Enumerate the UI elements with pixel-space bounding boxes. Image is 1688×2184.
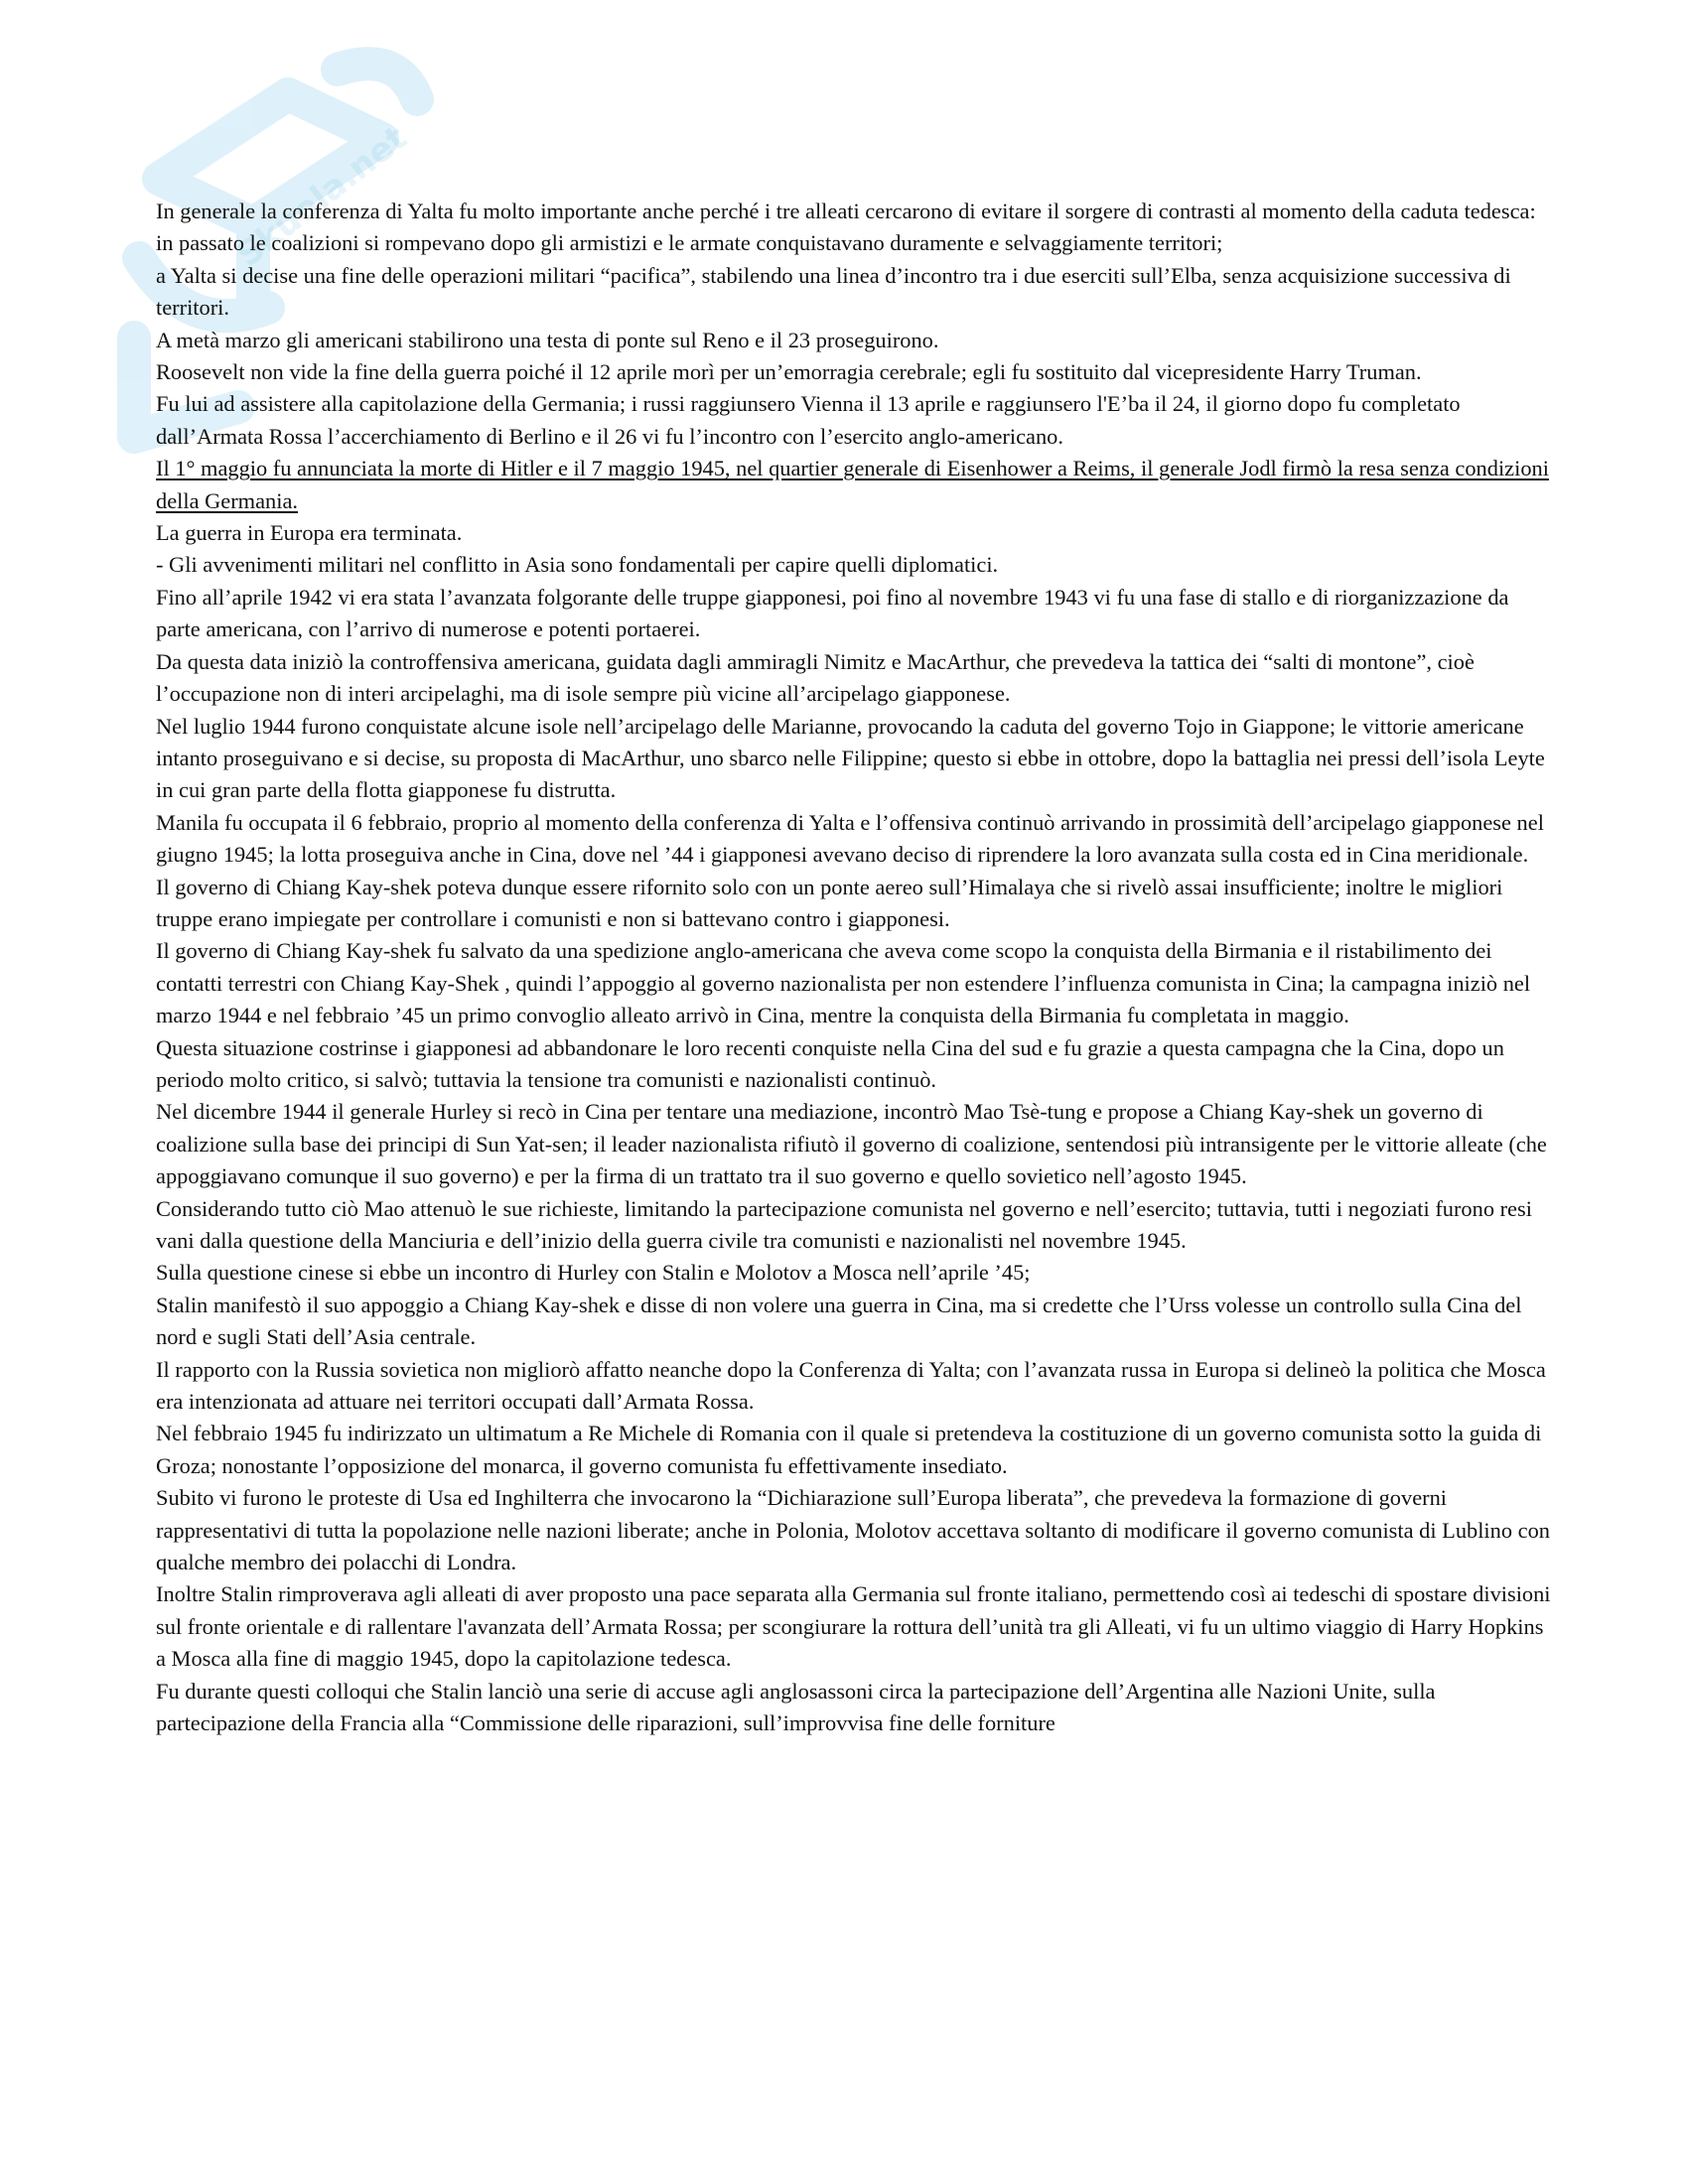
paragraph: Manila fu occupata il 6 febbraio, proprio al momento della conferenza di Yalta e l’offensiva continuò arrivando in prossimità dell’arcipelago giapponese nel giugno 1945; la lotta proseguiva anche in Cina, dove nel ’44 i giapponesi avevano deciso di riprendere la loro avanzata sulla costa ed in Cina meridionale. bbox=[156, 809, 1544, 868]
paragraph: Il governo di Chiang Kay-shek poteva dunque essere rifornito solo con un ponte aereo sull’Himalaya che si rivelò assai insufficiente; inoltre le migliori truppe erano impiegate per controllare i comunisti e non si battevano contro i giapponesi. bbox=[156, 874, 1503, 931]
paragraph: Il governo di Chiang Kay-shek fu salvato da una spedizione anglo-americana che aveva come scopo la conquista della Birmania e il ristabilimento dei contatti terrestri con Chiang Kay-Shek , quindi l’appoggio al governo nazionalista per non estendere l’influenza comunista in Cina; la campagna iniziò nel marzo 1944 e nel febbraio ’45 un primo convoglio alleato arrivò in Cina, mentre la conquista della Birmania fu completata in maggio. bbox=[156, 938, 1531, 1028]
paragraph: Fu durante questi colloqui che Stalin lanciò una serie di accuse agli anglosassoni circa la partecipazione dell’Argentina alle Nazioni Unite, sulla partecipazione della Francia alla “Commissione delle riparazioni, sull’improvvisa fine delle forniture bbox=[156, 1678, 1436, 1736]
paragraph: Roosevelt non vide la fine della guerra poiché il 12 aprile morì per un’emorragia cerebrale; egli fu sostituito dal vicepresidente Harry Truman. bbox=[156, 359, 1422, 385]
paragraph: Subito vi furono le proteste di Usa ed Inghilterra che invocarono la “Dichiarazione sull’Europa liberata”, che prevedeva la formazione di governi rappresentativi di tutta la popolazione nelle nazioni liberate; anche in Polonia, Molotov accettava soltanto di modificare il governo comunista di Lublino con qualche membro dei polacchi di Londra. bbox=[156, 1485, 1550, 1575]
paragraph: Sulla questione cinese si ebbe un incontro di Hurley con Stalin e Molotov a Mosca nell’aprile ’45; bbox=[156, 1260, 1031, 1286]
paragraph: Questa situazione costrinse i giapponesi ad abbandonare le loro recenti conquiste nella Cina del sud e fu grazie a questa campagna che la Cina, dopo un periodo molto critico, si salvò; tuttavia la tensione tra comunisti e nazionalisti continuò. bbox=[156, 1034, 1504, 1092]
paragraph: Stalin manifestò il suo appoggio a Chiang Kay-shek e disse di non volere una guerra in Cina, ma si credette che l’Urss volesse un controllo sulla Cina del nord e sugli Stati dell’Asia centrale. bbox=[156, 1292, 1522, 1350]
paragraph: Da questa data iniziò la controffensiva americana, guidata dagli ammiragli Nimitz e MacArthur, che prevedeva la tattica dei “salti di montone”, cioè l’occupazione non di interi arcipelaghi, ma di isole sempre più vicine all’arcipelago giapponese. bbox=[156, 648, 1475, 707]
paragraph: Fu lui ad assistere alla capitolazione della Germania; i russi raggiunsero Vienna il 13 aprile e raggiunsero l'E’ba il 24, il giorno dopo fu completato dall’Armata Rossa l’accerchiamento di Berlino e il 26 vi fu l’incontro con l’esercito anglo-americano. bbox=[156, 391, 1461, 449]
document-body bbox=[156, 196, 1554, 1740]
paragraph: La guerra in Europa era terminata. bbox=[156, 520, 463, 546]
paragraph: Nel luglio 1944 furono conquistate alcune isole nell’arcipelago delle Marianne, provocando la caduta del governo Tojo in Giappone; le vittorie americane intanto proseguivano e si decise, su proposta di MacArthur, uno sbarco nelle Filippine; questo si ebbe in ottobre, dopo la battaglia nei pressi dell’isola Leyte in cui gran parte della flotta giapponese fu distrutta. bbox=[156, 713, 1545, 803]
paragraph: Inoltre Stalin rimproverava agli alleati di aver proposto una pace separata alla Germania sul fronte italiano, permettendo così ai tedeschi di spostare divisioni sul fronte orientale e di rallentare l'avanzata dell’Armata Rossa; per scongiurare la rottura dell’unità tra gli Alleati, vi fu un ultimo viaggio di Harry Hopkins a Mosca alla fine di maggio 1945, dopo la capitolazione tedesca. bbox=[156, 1581, 1551, 1672]
paragraph: Considerando tutto ciò Mao attenuò le sue richieste, limitando la partecipazione comunista nel governo e nell’esercito; tuttavia, tutti i negoziati furono resi vani dalla questione della Manciuria e dell’inizio della guerra civile tra comunisti e nazionalisti nel novembre 1945. bbox=[156, 1195, 1532, 1253]
paragraph: Fino all’aprile 1942 vi era stata l’avanzata folgorante delle truppe giapponesi, poi fino al novembre 1943 vi fu una fase di stallo e di riorganizzazione da parte americana, con l’arrivo di numerose e potenti portaerei. bbox=[156, 584, 1509, 642]
paragraph: Nel febbraio 1945 fu indirizzato un ultimatum a Re Michele di Romania con il quale si pretendeva la costituzione di un governo comunista sotto la guida di Groza; nonostante l’opposizione del monarca, il governo comunista fu effettivamente insediato. bbox=[156, 1421, 1542, 1478]
paragraph: Nel dicembre 1944 il generale Hurley si recò in Cina per tentare una mediazione, incontrò Mao Tsè-tung e propose a Chiang Kay-shek un governo di coalizione sulla base dei principi di Sun Yat-sen; il leader nazionalista rifiutò il governo di coalizione, sentendosi più intransigente per le vittorie alleate (che appoggiavano comunque il suo governo) e per la firma di un trattato tra il suo governo e quello sovietico nell’agosto 1945. bbox=[156, 1099, 1547, 1189]
paragraph: a Yalta si decise una fine delle operazioni militari “pacifica”, stabilendo una linea d’incontro tra i due eserciti sull’Elba, senza acquisizione successiva di territori. bbox=[156, 262, 1511, 321]
paragraph: In generale la conferenza di Yalta fu molto importante anche perché i tre alleati cercarono di evitare il sorgere di contrasti al momento della caduta tedesca: in passato le coalizioni si rompevano dopo gli armistizi e le armate conquistavano duramente e selvaggiamente territori; bbox=[156, 199, 1536, 256]
svg-text:Skuola.net: Skuola.net bbox=[228, 117, 415, 276]
paragraph: A metà marzo gli americani stabilirono una testa di ponte sul Reno e il 23 proseguirono. bbox=[156, 327, 939, 352]
paragraph: - Gli avvenimenti militari nel conflitto in Asia sono fondamentali per capire quelli diplomatici. bbox=[156, 552, 999, 578]
underlined-paragraph: Il 1° maggio fu annunciata la morte di Hitler e il 7 maggio 1945, nel quartier generale di Eisenhower a Reims, il generale Jodl firmò la resa senza condizioni della Germania. bbox=[156, 456, 1549, 513]
paragraph: Il rapporto con la Russia sovietica non migliorò affatto neanche dopo la Conferenza di Yalta; con l’avanzata russa in Europa si delineò la politica che Mosca era intenzionata ad attuare nei territori occupati dall’Armata Rossa. bbox=[156, 1356, 1546, 1415]
